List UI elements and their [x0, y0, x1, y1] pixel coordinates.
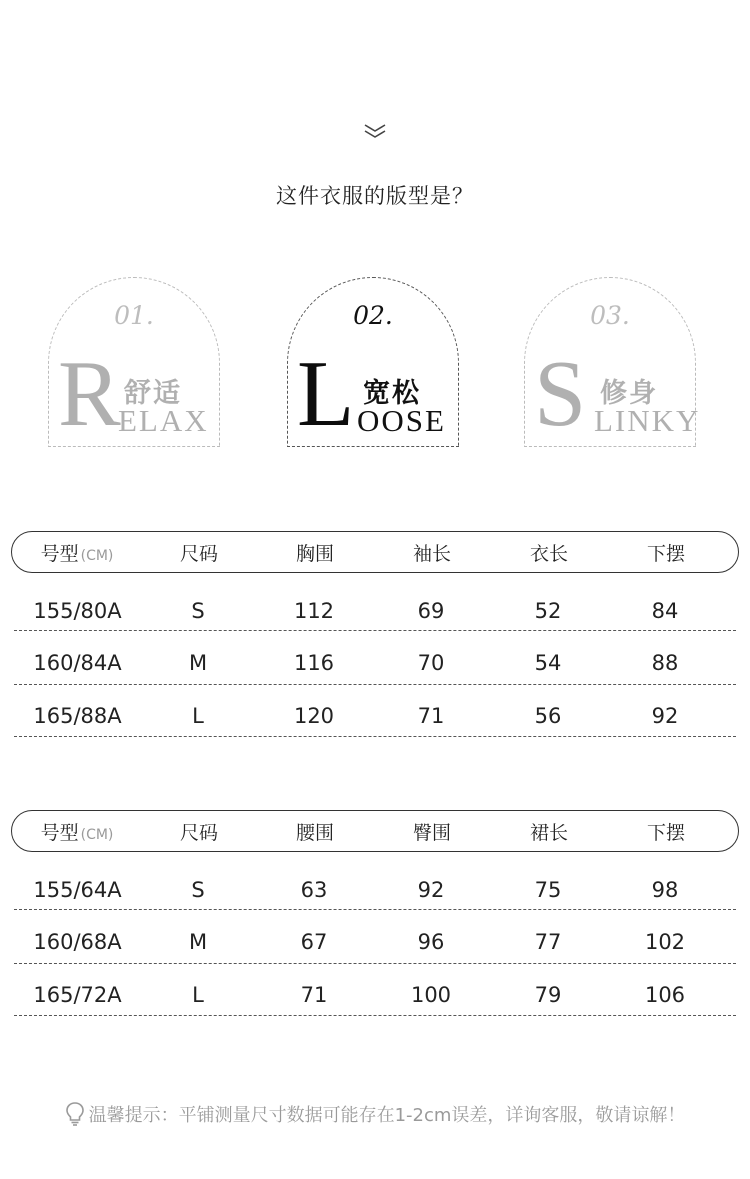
top-size-table — [11, 531, 739, 737]
header-cell: 下摆 — [646, 542, 685, 565]
header-cell: 衣长 — [529, 542, 568, 565]
double-chevron-down-icon — [363, 122, 387, 140]
table-header — [11, 810, 739, 852]
table-cell: M — [188, 929, 208, 954]
unit-label: (CM) — [80, 547, 114, 564]
table-cell: 71 — [300, 982, 328, 1007]
table-header — [11, 531, 739, 573]
table-row — [14, 964, 736, 1016]
fit-question-heading: 这件衣服的版型是？ — [276, 184, 474, 208]
table-cell: 112 — [293, 599, 335, 623]
table-cell: 116 — [293, 650, 335, 675]
fit-card-number: 01. — [114, 301, 154, 330]
table-cell: 52 — [534, 599, 562, 623]
table-cell: 106 — [644, 982, 686, 1007]
table-cell: 84 — [651, 599, 679, 623]
table-row — [14, 582, 736, 631]
table-cell: 165/88A — [33, 703, 122, 728]
fit-card-number: 02. — [353, 301, 393, 330]
table-row — [14, 685, 736, 737]
fit-card-english-label: OOSE — [357, 403, 446, 438]
table-cell: L — [192, 703, 204, 728]
table-cell: 70 — [417, 650, 445, 675]
fit-card-number: 03. — [590, 301, 630, 330]
table-cell: 160/68A — [33, 929, 122, 954]
table-row — [14, 910, 736, 964]
header-cell: 袖长 — [412, 542, 451, 565]
table-cell: 56 — [534, 703, 562, 728]
tip-text: 温馨提示：平铺测量尺寸数据可能存在1-2cm误差，详询客服，敬请谅解！ — [88, 1105, 686, 1126]
unit-label: (CM) — [80, 826, 114, 843]
fit-card-english-label: ELAX — [118, 403, 209, 438]
fit-card-loose — [287, 277, 459, 447]
table-cell: 77 — [534, 929, 562, 954]
table-cell: 67 — [300, 929, 328, 954]
table-cell: 63 — [300, 878, 328, 902]
fit-card-slinky — [524, 277, 701, 447]
table-cell: 92 — [417, 878, 445, 902]
table-cell: 96 — [417, 929, 445, 954]
header-label: 号型 — [40, 542, 79, 565]
fit-card-initial: S — [534, 342, 585, 446]
header-cell: 尺码 — [179, 821, 218, 844]
table-row — [14, 631, 736, 685]
table-cell: 100 — [410, 982, 452, 1007]
header-cell — [12, 818, 142, 845]
header-cell: 腰围 — [295, 821, 334, 844]
fit-card-initial: R — [58, 342, 119, 446]
table-cell: 155/64A — [33, 878, 122, 902]
table-cell: 71 — [417, 703, 445, 728]
fit-card-english-label: LINKY — [594, 403, 701, 438]
measurement-tip — [0, 1101, 750, 1127]
fit-card-initial: L — [297, 342, 353, 446]
table-cell: 92 — [651, 703, 679, 728]
table-cell: 120 — [293, 703, 335, 728]
fit-card-chinese-label: 修身 — [600, 378, 658, 409]
header-cell: 裙长 — [529, 821, 568, 844]
header-cell — [12, 539, 142, 566]
fit-card-relax — [48, 277, 220, 447]
table-row — [14, 861, 736, 910]
table-cell: 165/72A — [33, 982, 122, 1007]
header-label: 号型 — [40, 821, 79, 844]
table-cell: 98 — [651, 878, 679, 902]
table-cell: L — [192, 982, 204, 1007]
bottom-size-table — [11, 810, 739, 1016]
fit-card-chinese-label: 舒适 — [124, 378, 182, 409]
table-cell: 102 — [644, 929, 686, 954]
header-cell: 臀围 — [412, 821, 451, 844]
lightbulb-icon — [65, 1101, 85, 1127]
table-cell: 160/84A — [33, 650, 122, 675]
table-cell: 155/80A — [33, 599, 122, 623]
table-cell: M — [188, 650, 208, 675]
table-cell: 88 — [651, 650, 679, 675]
header-cell: 下摆 — [646, 821, 685, 844]
header-cell: 胸围 — [295, 542, 334, 565]
table-cell: 54 — [534, 650, 562, 675]
table-cell: 79 — [534, 982, 562, 1007]
table-cell: S — [191, 599, 205, 623]
fit-card-chinese-label: 宽松 — [363, 378, 421, 409]
header-cell: 尺码 — [179, 542, 218, 565]
table-cell: 75 — [534, 878, 562, 902]
table-cell: S — [191, 878, 205, 902]
table-cell: 69 — [417, 599, 445, 623]
